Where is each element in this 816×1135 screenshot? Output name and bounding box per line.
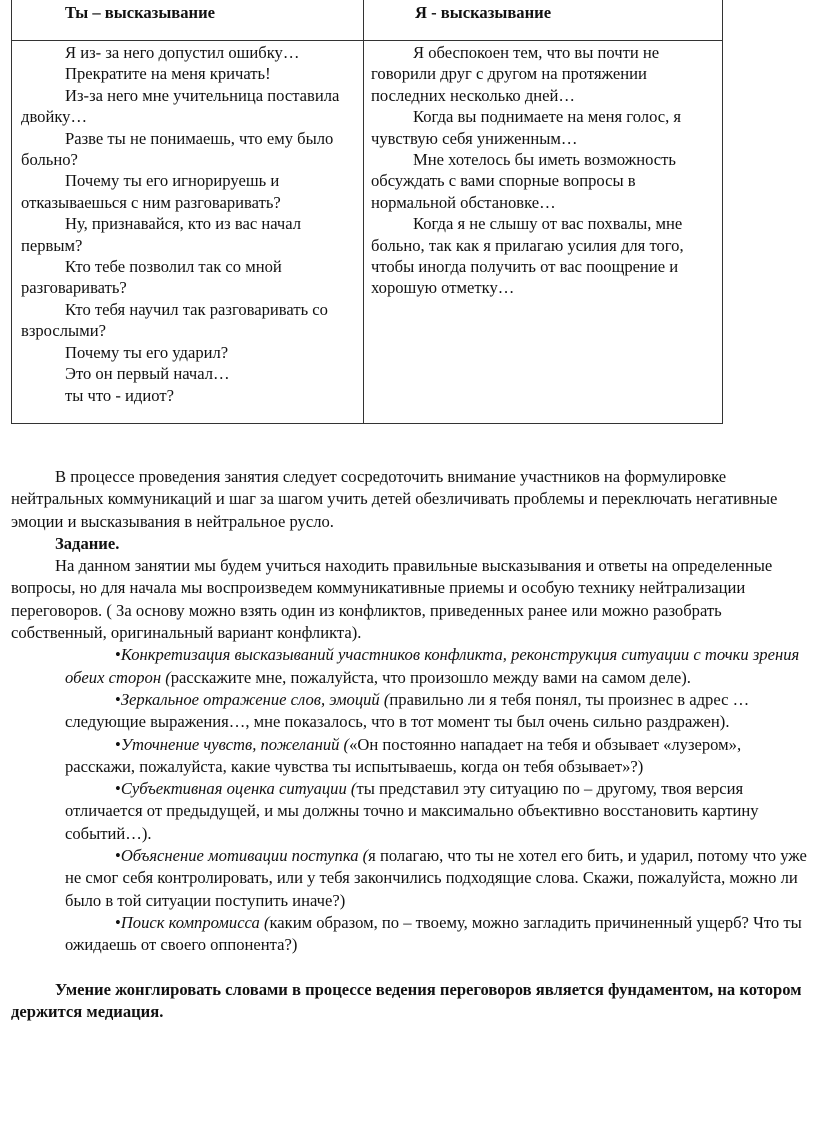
i-statement-item: Мне хотелось бы иметь возможность обсуждать с вами спорные вопросы в нормальной обстановке…	[371, 150, 676, 212]
bullet-icon: •	[115, 912, 121, 932]
bullet-icon: •	[115, 645, 121, 665]
i-statements-cell	[371, 42, 715, 299]
you-statement-item: Разве ты не понимаешь, что ему было больно?	[21, 128, 334, 170]
technique-item	[11, 845, 811, 912]
bullet-icon: •	[115, 734, 121, 754]
technique-example: каким образом, по – твоему, можно загладить причиненный ущерб? Что ты ожидаешь от своего оппонента?)	[65, 912, 802, 955]
you-statement-item: ты что - идиот?	[65, 385, 174, 405]
technique-example: расскажите мне, пожалуйста, что произошло между вами на самом деле).	[170, 667, 691, 687]
task-paragraph: На данном занятии мы будем учиться находить правильные высказывания и ответы на определенные вопросы, но для начала мы воспроизведем коммуникативные приемы и особую технику нейтрализации переговоров. ( За основу можно взять один из конфликтов, приведенных ранее или можно разобрать собственный, оригинальный вариант конфликта).	[11, 556, 773, 643]
you-statement-item: Из-за него мне учительница поставила двойку…	[21, 85, 340, 127]
technique-example: «Он постоянно нападает на тебя и обзывает «лузером», расскажи, пожалуйста, какие чувства ты испытываешь, когда он тебя обзывает»?)	[65, 734, 742, 776]
technique-term: Объяснение мотивации поступка (	[120, 846, 369, 866]
intro-paragraph: В процессе проведения занятия следует сосредоточить внимание участников на формулировке нейтральных коммуникаций и шаг за шагом учить детей обезличивать проблемы и переключать негативные эмоции и высказывания в нейтральное русло.	[11, 467, 778, 531]
technique-item	[11, 734, 811, 779]
bullet-icon: •	[115, 689, 121, 709]
technique-item	[11, 778, 811, 845]
i-statement-item: Когда вы поднимаете на меня голос, я чувствую себя униженным…	[371, 107, 682, 148]
header-i-statement: Я - высказывание	[415, 3, 552, 22]
technique-item	[11, 644, 811, 689]
technique-term: Поиск компромисса (	[120, 912, 270, 932]
you-statement-item: Прекратите на меня кричать!	[65, 64, 271, 84]
you-statement-item: Почему ты его ударил?	[65, 342, 229, 362]
conclusion-paragraph: Умение жонглировать словами в процессе ведения переговоров является фундаментом, на котором держится медиация.	[11, 979, 802, 1021]
technique-term: Субъективная оценка ситуации (	[120, 779, 357, 799]
header-you-statement: Ты – высказывание	[65, 3, 216, 22]
technique-term: Уточнение чувств, пожеланий (	[120, 734, 350, 754]
technique-item	[11, 689, 811, 734]
you-statement-item: Кто тебе позволил так со мной разговаривать?	[21, 257, 282, 298]
technique-example: правильно ли я тебя понял, ты произнес в адрес … следующие выражения…, мне показалось, что в тот момент ты был очень сильно раздражен).	[65, 689, 750, 732]
you-statement-item: Почему ты его игнорируешь и отказываешься с ним разговаривать?	[21, 171, 281, 212]
you-statement-item: Ну, признавайся, кто из вас начал первым?	[21, 214, 302, 255]
document-body	[11, 466, 811, 1023]
technique-example: я полагаю, что ты не хотел его бить, и ударил, потому что уже не смог себя контролировать, или у тебя закончились подходящие слова. Скажи, пожалуйста, можно ли было в той ситуации поступить иначе?)	[65, 846, 807, 910]
techniques-list	[11, 644, 811, 956]
you-statement-item: Это он первый начал…	[65, 364, 230, 384]
you-statements-cell	[21, 42, 359, 406]
you-statement-item: Кто тебя научил так разговаривать со взрослыми?	[21, 299, 328, 341]
i-statement-item: Я обеспокоен тем, что вы почти не говорили друг с другом на протяжении последних несколько дней…	[371, 43, 660, 105]
technique-example: ты представил эту ситуацию по – другому, твоя версия отличается от предыдущей, и мы должны точно и максимально объективно восстановить картину событий…).	[65, 779, 759, 843]
technique-item	[11, 912, 811, 957]
bullet-icon: •	[115, 779, 121, 799]
table-column-divider	[363, 0, 364, 423]
task-heading: Задание.	[55, 533, 120, 553]
comparison-table	[11, 0, 723, 424]
technique-term: Конкретизация высказываний участников конфликта, реконструкция ситуации с точки зрения обеих сторон (	[65, 645, 800, 687]
you-statement-item: Я из- за него допустил ошибку…	[65, 43, 300, 62]
i-statement-item: Когда я не слышу от вас похвалы, мне больно, так как я прилагаю усилия для того, чтобы иногда получить от вас поощрение и хорошую отметку…	[371, 214, 684, 298]
technique-term: Зеркальное отражение слов, эмоций (	[120, 689, 390, 709]
bullet-icon: •	[115, 846, 121, 866]
table-header-divider	[12, 40, 722, 41]
